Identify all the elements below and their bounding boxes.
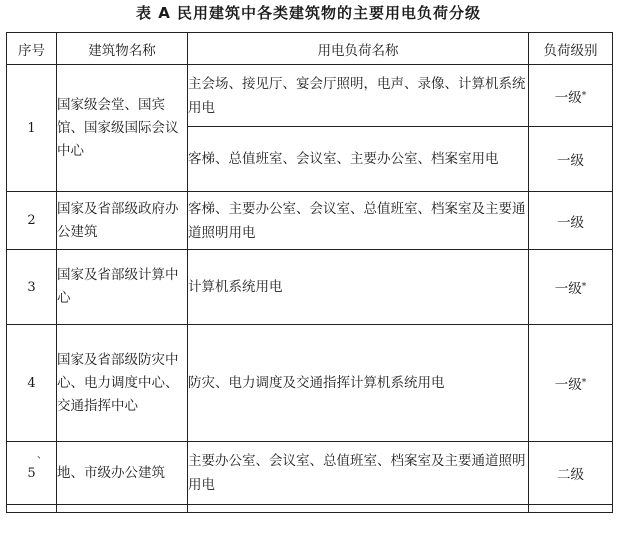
load-level-text: 二级 xyxy=(557,467,584,483)
load-level-cell xyxy=(529,65,613,127)
table-row-truncated xyxy=(7,505,613,513)
load-name-cell: 主会场、接见厅、宴会厅照明，电声、录像、计算机系统用电 xyxy=(188,65,529,127)
table-header xyxy=(7,33,613,65)
table-row xyxy=(7,192,613,250)
header-building: 建筑物名称 xyxy=(57,33,188,65)
load-classification-table xyxy=(6,32,613,513)
load-level-text: 一级 xyxy=(554,377,582,393)
load-level-cell xyxy=(529,325,613,442)
load-level-cell xyxy=(529,250,613,325)
level-mark: * xyxy=(581,90,587,101)
table-body xyxy=(7,65,613,513)
load-level-text: 一级 xyxy=(554,89,582,106)
load-level-text: 一级 xyxy=(557,214,584,231)
empty-cell xyxy=(529,505,613,513)
seq-cell: 2 xyxy=(7,192,57,250)
header-row xyxy=(7,33,613,65)
building-name-cell: 国家及省部级计算中心 xyxy=(57,250,188,325)
table-caption: 表 A 民用建筑中各类建筑物的主要用电负荷分级 xyxy=(135,4,482,22)
level-mark: * xyxy=(581,282,587,292)
building-name-cell: 国家级会堂、国宾馆、国家级国际会议中心 xyxy=(57,65,188,192)
empty-cell xyxy=(57,505,188,513)
seq-cell: 3 xyxy=(7,250,57,325)
table-row xyxy=(7,250,613,325)
seq-cell: 1 xyxy=(7,65,57,192)
load-name-cell: 客梯、主要办公室、会议室、总值班室、档案室及主要通道照明用电 xyxy=(188,192,529,250)
load-name-cell: 主要办公室、会议室、总值班室、档案室及主要通道照明用电 xyxy=(188,442,529,505)
seq-cell: 4 xyxy=(7,325,57,442)
load-name-cell: 客梯、总值班室、会议室、主要办公室、档案室用电 xyxy=(188,127,529,192)
table-row xyxy=(7,442,613,505)
stray-mark: 、 xyxy=(37,450,47,461)
load-name-cell: 防灾、电力调度及交通指挥计算机系统用电 xyxy=(188,325,529,442)
load-level-cell xyxy=(529,192,613,250)
load-name-cell: 计算机系统用电 xyxy=(188,250,529,325)
table-row xyxy=(7,65,613,127)
header-seq: 序号 xyxy=(7,33,57,65)
load-level-text: 一级 xyxy=(557,153,584,169)
building-name-cell: 国家及省部级防灾中心、电力调度中心、交通指挥中心 xyxy=(57,325,188,442)
level-mark: * xyxy=(581,378,587,388)
table-row xyxy=(7,325,613,442)
header-level: 负荷级别 xyxy=(529,33,613,65)
empty-cell xyxy=(188,505,529,513)
seq-cell: 5 xyxy=(7,442,57,505)
load-level-cell xyxy=(529,442,613,505)
load-level-text: 一级 xyxy=(554,281,582,297)
empty-cell xyxy=(7,505,57,513)
load-level-cell xyxy=(529,127,613,192)
building-name-cell: 国家及省部级政府办公建筑 xyxy=(57,192,188,250)
building-name-cell: 地、市级办公建筑 xyxy=(57,442,188,505)
header-load: 用电负荷名称 xyxy=(188,33,529,65)
